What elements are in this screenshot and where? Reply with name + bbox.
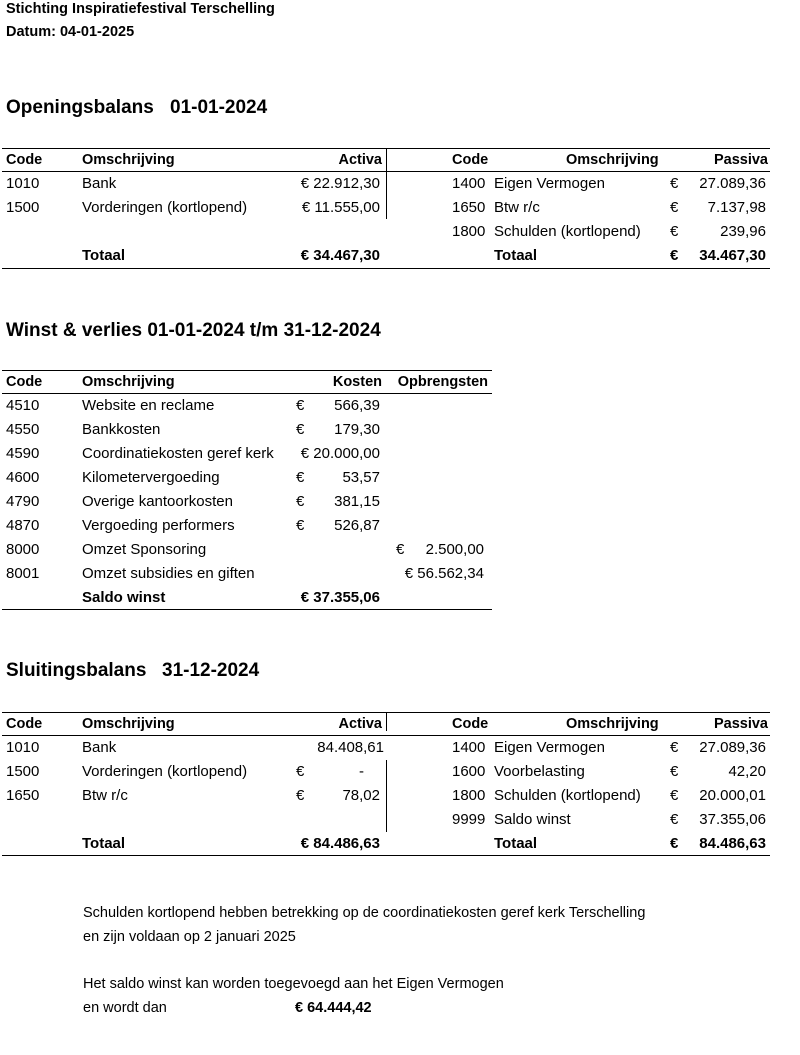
total-amount: 34.467,30	[699, 247, 766, 264]
column-divider	[386, 713, 387, 731]
col-header-passiva: Passiva	[713, 716, 768, 732]
row-amount: € 22.912,30	[300, 175, 380, 192]
row-description: Omzet Sponsoring	[82, 541, 207, 558]
col-header-activa: Activa	[338, 152, 382, 168]
row-code: 1010	[6, 739, 40, 756]
row-amount: 7.137,98	[707, 199, 766, 216]
header-underline	[2, 735, 770, 736]
note-line: Het saldo winst kan worden toegevoegd aan het Eigen Vermogen	[83, 976, 504, 992]
kosten-amount: 53,57	[342, 469, 380, 486]
col-header-passiva: Passiva	[713, 152, 768, 168]
note-line: en zijn voldaan op 2 januari 2025	[83, 929, 296, 945]
currency-sign: €	[670, 739, 679, 756]
row-code: 4870	[6, 517, 40, 534]
opening-balance-title: Openingsbalans	[6, 97, 154, 118]
row-code: 8000	[6, 541, 40, 558]
header-underline	[2, 393, 492, 394]
currency-sign: €	[296, 469, 305, 486]
row-description: Eigen Vermogen	[494, 175, 605, 192]
currency-sign: €	[296, 397, 305, 414]
row-code: 4600	[6, 469, 40, 486]
opbrengsten-amount: 2.500,00	[425, 541, 484, 558]
row-description: Schulden (kortlopend)	[494, 223, 641, 240]
closing-balance-date: 31-12-2024	[162, 660, 260, 681]
row-amount: 37.355,06	[699, 811, 766, 828]
row-description: Overige kantoorkosten	[82, 493, 233, 510]
row-description: Bank	[82, 739, 117, 756]
row-code: 4590	[6, 445, 40, 462]
column-divider	[386, 760, 387, 832]
note-line: Schulden kortlopend hebben betrekking op de coordinatiekosten geref kerk Terschelling	[83, 905, 646, 921]
row-description: Btw r/c	[494, 199, 540, 216]
organisation-name: Stichting Inspiratiefestival Terschelling	[6, 1, 275, 17]
row-code: 1010	[6, 175, 40, 192]
col-header-code: Code	[6, 152, 43, 168]
row-description: Vergoeding performers	[82, 517, 235, 534]
equity-amount: € 64.444,42	[295, 1000, 372, 1016]
col-header-opbrengsten: Opbrengsten	[397, 374, 488, 390]
row-code: 4550	[6, 421, 40, 438]
currency-sign: €	[296, 763, 305, 780]
row-description: Schulden (kortlopend)	[494, 787, 641, 804]
row-description: Website en reclame	[82, 397, 215, 414]
col-header-kosten: Kosten	[332, 374, 382, 390]
opbrengsten-amount: € 56.562,34	[404, 565, 484, 582]
row-code: 1400	[452, 175, 486, 192]
col-header-activa: Activa	[338, 716, 382, 732]
table-bottom-border	[2, 268, 770, 269]
row-description: Vorderingen (kortlopend)	[82, 763, 248, 780]
closing-balance-title: Sluitingsbalans	[6, 660, 147, 681]
row-description: Btw r/c	[82, 787, 128, 804]
profit-loss-title: Winst & verlies 01-01-2024 t/m 31-12-2024	[6, 320, 381, 341]
kosten-amount: 566,39	[334, 397, 380, 414]
total-amount: € 84.486,63	[300, 835, 380, 852]
note-line: en wordt dan	[83, 1000, 167, 1016]
currency-sign: €	[396, 541, 405, 558]
row-code: 4790	[6, 493, 40, 510]
row-code: 1500	[6, 763, 40, 780]
opening-balance-date: 01-01-2024	[170, 97, 268, 118]
currency-sign: €	[670, 247, 679, 264]
col-header-code: Code	[452, 716, 489, 732]
row-code: 1800	[452, 223, 486, 240]
currency-sign: €	[296, 517, 305, 534]
kosten-amount: 381,15	[334, 493, 380, 510]
row-amount: 27.089,36	[699, 175, 766, 192]
document-date: Datum: 04-01-2025	[6, 24, 135, 40]
total-amount: € 37.355,06	[300, 589, 380, 606]
col-header-code: Code	[452, 152, 489, 168]
row-code: 8001	[6, 565, 40, 582]
total-amount: € 34.467,30	[300, 247, 380, 264]
row-amount: 84.408,61	[317, 739, 384, 756]
currency-sign: €	[296, 421, 305, 438]
row-code: 1650	[6, 787, 40, 804]
table-top-border	[2, 370, 492, 371]
row-code: 1400	[452, 739, 486, 756]
row-description: Coordinatiekosten geref kerk	[82, 445, 274, 462]
currency-sign: €	[296, 493, 305, 510]
row-amount: 42,20	[728, 763, 766, 780]
currency-sign: €	[296, 787, 305, 804]
table-bottom-border	[2, 855, 770, 856]
row-code: 9999	[452, 811, 486, 828]
currency-sign: €	[670, 787, 679, 804]
row-code: 1500	[6, 199, 40, 216]
row-amount: 27.089,36	[699, 739, 766, 756]
currency-sign: €	[670, 835, 679, 852]
row-description: Omzet subsidies en giften	[82, 565, 255, 582]
kosten-amount: € 20.000,00	[300, 445, 380, 462]
total-label: Totaal	[82, 247, 126, 264]
row-description: Bank	[82, 175, 117, 192]
col-header-description: Omschrijving	[82, 374, 175, 390]
row-amount: -	[359, 763, 364, 780]
currency-sign: €	[670, 199, 679, 216]
col-header-description: Omschrijving	[566, 152, 659, 168]
row-amount: 20.000,01	[699, 787, 766, 804]
row-description: Eigen Vermogen	[494, 739, 605, 756]
total-label: Totaal	[82, 835, 126, 852]
row-description: Kilometervergoeding	[82, 469, 220, 486]
row-description: Bankkosten	[82, 421, 161, 438]
total-label: Totaal	[494, 835, 538, 852]
row-amount: € 11.555,00	[301, 199, 380, 216]
row-amount: 78,02	[342, 787, 380, 804]
row-code: 1800	[452, 787, 486, 804]
total-label: Totaal	[494, 247, 538, 264]
table-bottom-border	[2, 609, 492, 610]
col-header-code: Code	[6, 716, 43, 732]
kosten-amount: 179,30	[334, 421, 380, 438]
col-header-description: Omschrijving	[82, 152, 175, 168]
currency-sign: €	[670, 763, 679, 780]
col-header-description: Omschrijving	[82, 716, 175, 732]
currency-sign: €	[670, 175, 679, 192]
col-header-description: Omschrijving	[566, 716, 659, 732]
currency-sign: €	[670, 223, 679, 240]
row-description: Vorderingen (kortlopend)	[82, 199, 248, 216]
total-amount: 84.486,63	[699, 835, 766, 852]
col-header-code: Code	[6, 374, 43, 390]
row-code: 1650	[452, 199, 486, 216]
column-divider	[386, 149, 387, 219]
row-description: Voorbelasting	[494, 763, 585, 780]
currency-sign: €	[670, 811, 679, 828]
row-code: 1600	[452, 763, 486, 780]
row-description: Saldo winst	[494, 811, 571, 828]
row-code: 4510	[6, 397, 40, 414]
row-amount: 239,96	[720, 223, 766, 240]
kosten-amount: 526,87	[334, 517, 380, 534]
total-label: Saldo winst	[82, 589, 166, 606]
